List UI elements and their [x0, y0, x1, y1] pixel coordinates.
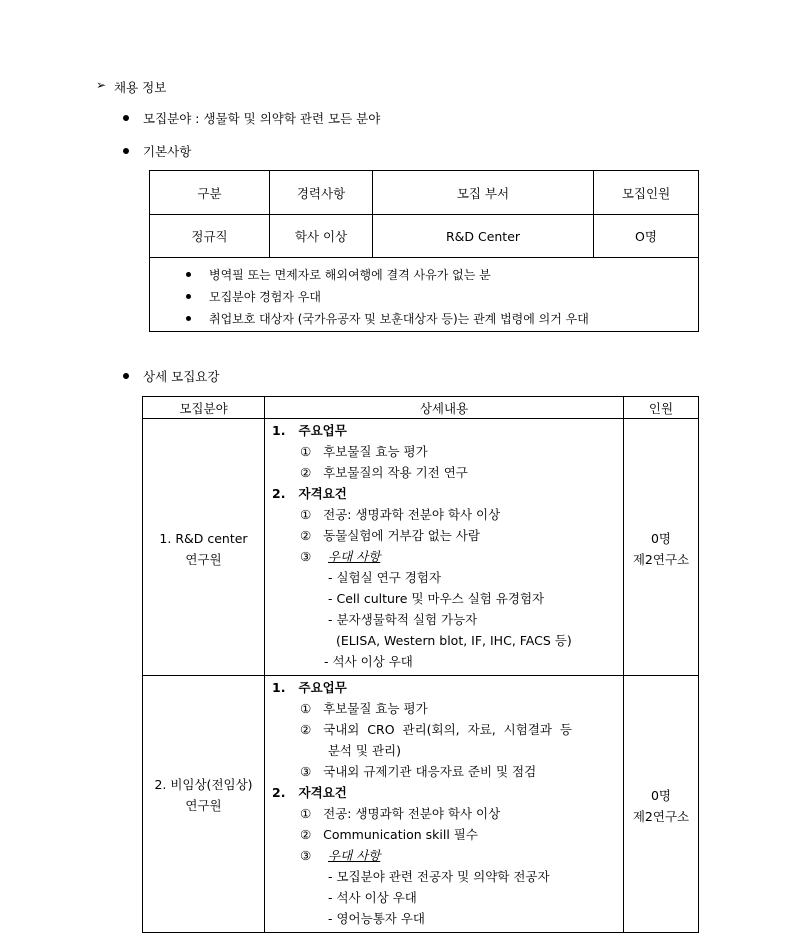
heading-quals: 2. 자격요건 — [272, 486, 347, 501]
note-item: 모집분야 경험자 우대 — [209, 290, 321, 304]
bullet-icon — [186, 316, 191, 321]
field-line: 연구원 — [185, 552, 222, 567]
pref-item: - 석사 이상 우대 — [324, 654, 413, 669]
pref-item: - 모집분야 관련 전공자 및 의약학 전공자 — [328, 869, 550, 884]
row2-field — [143, 774, 264, 816]
pref-item: - 석사 이상 우대 — [328, 890, 417, 905]
pref-number: ③ — [300, 549, 312, 564]
cell-count: O명 — [635, 229, 657, 244]
pref-item: - 실험실 연구 경험자 — [328, 570, 442, 585]
bullet-icon — [123, 148, 129, 154]
row2-detail — [272, 677, 572, 929]
qual-item: ② Communication skill 필수 — [300, 827, 478, 842]
row1-field — [143, 528, 264, 570]
cell-type: 정규직 — [191, 229, 228, 244]
header-count: 인원 — [648, 400, 674, 416]
note-item: 취업보호 대상자 (국가유공자 및 보훈대상자 등)는 관계 법령에 의거 우대 — [209, 312, 589, 326]
pref-item: - 영어능통자 우대 — [328, 911, 425, 926]
duty-item: ③ 국내외 규제기관 대응자료 준비 및 점검 — [300, 764, 537, 779]
row1-count — [624, 528, 698, 570]
qual-item: ① 전공: 생명과학 전분야 학사 이상 — [300, 806, 501, 821]
pref-item: (ELISA, Western blot, IF, IHC, FACS 등) — [328, 633, 572, 648]
bullet-icon — [123, 373, 129, 379]
count-line: 0명 — [650, 531, 672, 546]
count-line: 0명 — [650, 788, 672, 803]
count-line: 제2연구소 — [632, 809, 690, 824]
header-field: 모집분야 — [179, 400, 228, 416]
pref-label: 우대 사항 — [328, 549, 381, 564]
header-count: 모집인원 — [621, 185, 671, 201]
bullet-icon — [123, 115, 129, 121]
count-line: 제2연구소 — [632, 552, 690, 567]
duty-item: 분석 및 관리) — [300, 743, 402, 758]
cell-career: 학사 이상 — [294, 229, 348, 244]
field-line: 2. 비임상(전임상) — [154, 777, 253, 792]
heading-duties: 1. 주요업무 — [272, 423, 347, 438]
bullet-icon — [186, 272, 191, 277]
duty-item: ② 후보물질의 작용 기전 연구 — [300, 465, 468, 480]
section-title: 채용 정보 — [114, 80, 167, 95]
heading-quals: 2. 자격요건 — [272, 785, 347, 800]
pref-item: - Cell culture 및 마우스 실험 유경험자 — [328, 591, 545, 606]
field-bullet: 모집분야 : 생물학 및 의약학 관련 모든 분야 — [143, 111, 381, 126]
duty-item: ① 후보물질 효능 평가 — [300, 701, 428, 716]
field-line: 연구원 — [185, 798, 222, 813]
bullet-icon — [186, 294, 191, 299]
header-detail: 상세내용 — [419, 400, 469, 416]
pref-item: - 분자생물학적 실험 가능자 — [328, 612, 478, 627]
cell-dept: R&D Center — [445, 228, 521, 244]
qual-item: ① 전공: 생명과학 전분야 학사 이상 — [300, 507, 501, 522]
qual-item: ② 동물실험에 거부감 없는 사람 — [300, 528, 480, 543]
note-item: 병역필 또는 면제자로 해외여행에 결격 사유가 없는 분 — [209, 268, 491, 282]
basic-bullet: 기본사항 — [143, 144, 192, 159]
row2-count — [624, 785, 698, 827]
heading-duties: 1. 주요업무 — [272, 680, 347, 695]
pref-label: 우대 사항 — [328, 848, 381, 863]
pref-number: ③ — [300, 848, 312, 863]
header-type: 구분 — [197, 185, 222, 201]
row1-detail — [272, 420, 572, 672]
header-career: 경력사항 — [296, 185, 346, 201]
arrow-bullet-icon: ➢ — [96, 78, 107, 92]
header-dept: 모집 부서 — [456, 185, 510, 201]
field-line: 1. R&D center — [159, 531, 248, 546]
detail-bullet: 상세 모집요강 — [143, 369, 220, 384]
duty-item: ② 국내외 CRO 관리(회의, 자료, 시험결과 등 — [300, 722, 572, 737]
duty-item: ① 후보물질 효능 평가 — [300, 444, 428, 459]
